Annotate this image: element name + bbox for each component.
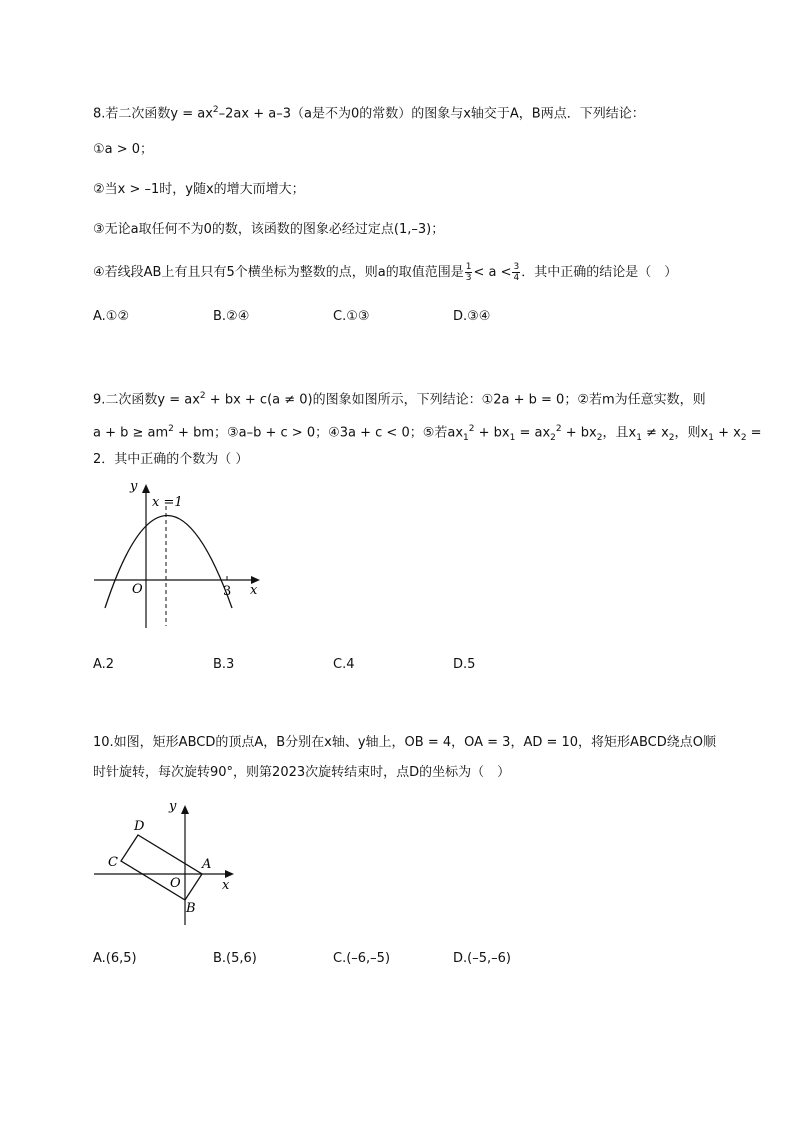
y-axis-arrow-icon — [181, 805, 189, 814]
q8-statement-1: ①a > 0； — [93, 142, 154, 157]
q8-option-c[interactable]: C.①③ — [333, 309, 370, 324]
q10-option-b[interactable]: B.(5,6) — [213, 951, 257, 966]
parabola-curve — [105, 516, 232, 609]
vertex-b-label: B — [186, 901, 196, 916]
fraction-3-4: $\frac{3}{4}$ — [513, 262, 520, 283]
q8-stem: 8.若二次函数$y = ax^2-2ax + a-3(a$是不为0的常数）的图象与x轴交于A，B两点．下列结论： — [93, 105, 645, 122]
q8-option-d[interactable]: D.③④ — [453, 309, 491, 324]
q9-option-c[interactable]: C.4 — [333, 657, 355, 672]
x-axis-arrow-icon — [225, 870, 234, 878]
q9-option-d[interactable]: D.5 — [453, 657, 476, 672]
q9-option-a[interactable]: A.2 — [93, 657, 115, 672]
symmetry-axis-label: x =1 — [152, 495, 183, 510]
q8-statement-4: ④若线段AB上有且只有5个横坐标为整数的点，则a的取值范围是 $\frac{1}{3}$ < a < $\frac{3}{4}$ ．其中正确的结论是（ ） — [93, 262, 678, 283]
rectangle-abcd — [121, 835, 202, 900]
q9-stem-line-1: 9.二次函数$y = ax^2$ + bx + c(a ≠ 0)的图象如图所示，下列结论：①2a + b = 0；②若m为任意实数，则 — [93, 391, 706, 408]
q8-statement-2: ②当x > –1时，y随x的增大而增大； — [93, 182, 305, 197]
q9-stem-line-3: 2．其中正确的个数为（ ） — [93, 452, 249, 467]
vertex-c-label: C — [108, 855, 118, 870]
q10-option-a[interactable]: A.(6,5) — [93, 951, 137, 966]
x-axis-label: x — [222, 878, 230, 893]
origin-label: O — [170, 876, 181, 891]
y-axis-arrow-icon — [142, 484, 150, 493]
q8-statement-3: ③无论a取任何不为0的数，该函数的图象必经过定点(1,–3)； — [93, 222, 445, 237]
q10-stem-line-2: 时针旋转，每次旋转90°，则第2023次旋转结束时，点D的坐标为（ ） — [93, 765, 511, 780]
q10-rectangle-figure — [90, 795, 250, 935]
y-axis-label: y — [169, 799, 177, 814]
q9-stem-line-2: $a + b \ge am^2$ + bm；③a–b + c > 0；④3a + c < 0；⑤若$ax_1^2 + bx_1 = ax_2^2 + bx_2$，且$x_1 \ne x_2$，则$x_1 + x_2$ = — [93, 424, 762, 443]
q8-option-a[interactable]: A.①② — [93, 309, 130, 324]
q9-option-b[interactable]: B.3 — [213, 657, 235, 672]
q10-stem-line-1: 10.如图，矩形ABCD的顶点A，B分别在x轴、y轴上，OB = 4，OA = 3，AD = 10，将矩形ABCD绕点O顺 — [93, 735, 716, 750]
q8-option-b[interactable]: B.②④ — [213, 309, 250, 324]
q10-option-c[interactable]: C.(–6,–5) — [333, 951, 391, 966]
y-axis-label: y — [130, 479, 138, 494]
vertex-d-label: D — [134, 819, 145, 834]
vertex-a-label: A — [202, 857, 212, 872]
fraction-1-3: $\frac{1}{3}$ — [465, 262, 472, 283]
q10-option-d[interactable]: D.(–5,–6) — [453, 951, 511, 966]
q9-parabola-graph — [90, 478, 270, 638]
origin-label: O — [132, 582, 143, 597]
x-axis-label: x — [250, 583, 258, 598]
root-label: 3 — [223, 584, 232, 599]
